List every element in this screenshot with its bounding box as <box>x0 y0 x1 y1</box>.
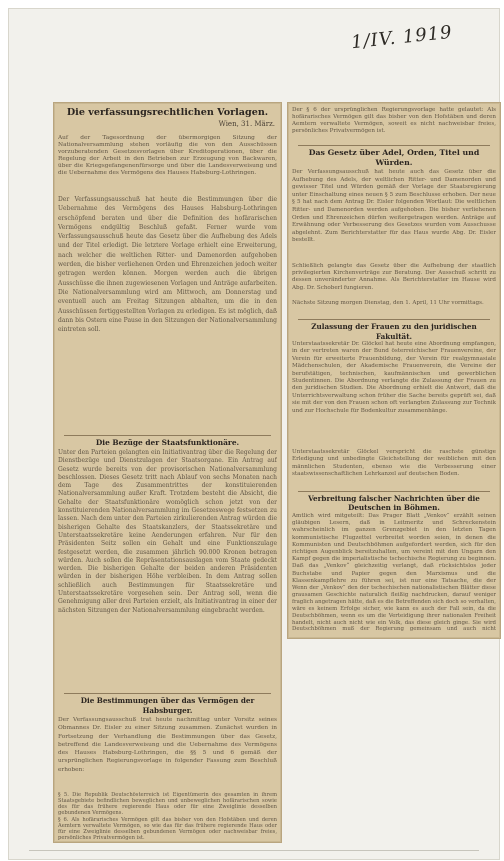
right-intro: Der § 6 der ursprünglichen Regierungsvorlage hatte gelautet: Als hofärarisches Vermögen gilt das bisher von den Hofstäben und deren Aemtern verwaltete Vermögen, soweit es nicht nachweisbar freies, persönliches Privatvermögen ist. <box>292 107 496 134</box>
right-para-6: Amtlich wird mitgeteilt: Das Prager Blatt „Venkov“ erzählt seinen gläubigen Lesern, daß in Leitmeritz und Schreckenstein wahrscheinlich im ganzen Grenzgebiet in den letzten Tagen kommunistische Flugzettel verbreitet worden seien, in denen die Kommunisten und Deutschböhmen aufgefordert werden, sich für den richtigen Augenblick bereitzuhalten, um vereint mit den Ungarn den Kampf gegen die imperialistische tschechische Regierung zu beginnen. Daß das „Venkov“ gleichzeitig verlangt, daß rücksichtslos jeder Buchstabe und Papier gegen den Marxismus und die Klassenkampflehre zu führen sei, ist nur eine Tatsache, die der <box>292 513 496 583</box>
section-heading-nachrichten: Verbreitung falscher Nachrichten über die Deutschen in Böhmen. <box>308 494 480 513</box>
sheet-bottom-rule <box>29 850 479 851</box>
section-heading-frauen: Zulassung der Frauen zu den juridischen Fakultät. <box>311 322 477 341</box>
left-para-3: Unter den Parteien gelangten ein Initiativantrag über die Regelung der Dienstbezüge und Dienstzulagen der Staatsorgane. Ein Antrag auf Gesetz wurde bereits von der provisorischen Nationalversammlung beschlossen. Dieses Gesetz tritt nach Ablauf von sechs Monaten nach dem Tage des Zusammentrittes der konstituierenden Nationalversammlung außer Kraft. Trotzdem besteht die Absicht, die Gehalte der Staatsfunktionäre womöglich schon jetzt von der konstituierenden Nationalversammlung im Gesetzeswege festsetzen zu lassen. Nach dem unter den Parteien zirkulierenden Antrag würden die bisherigen Gehalte des Staatskanzlers, der Staatssekretäre und Unterstaatssekretäre keine Aenderungen erfahren. Nur für den Präsidenten Seitz sollen ein Gehalt und eine Funktionszulage festgesetzt werden, die zusammen jährlich 90.000 Kronen betragen würden. Auch sollen die Repräsentationsauslagen vom Staate gedeckt werden. Die bisherigen Gehalte der beiden anderen Präsidenten würden in der bisherigen Höhe verbleiben. In dem Antrag sollen schließlich auch Bestimmungen für Staatssekretäre und Unterstaatssekretäre vorgesehen sein. Der Antrag soll, wenn die Genehmigung aller drei Parteien erzielt, als Initiativantrag in einer der nächsten Sitzungen der Nationalversammlung eingebracht werden. <box>58 449 277 614</box>
right-para-1: Der Verfassungsausschuß hat heute auch das Gesetz über die Aufhebung des Adels, der weltlichen Ritter- und Damenorden und gewisser Titel und Würden gemäß der Vorlage der Staatsregierung unter Einschaltung eines neuen § 5 zum Beschlusse erhoben. Der neue § 5 hat nach dem Antrag Dr. Eisler folgenden Wortlaut: Die weltlichen Ritter- und Damenorden werden aufgehoben. Die bisher verliehenen Orden und Ehrenzeichen dürfen weitergetragen werden. Anträge auf Erwähnung oder Verbesserung des Gesetzes wurden vom Ausschusse abgelehnt. Zum Berichterstatter für das Haus wurde Abg. Dr. Eisler bestellt. <box>292 169 496 244</box>
right-heading-3-block <box>292 489 496 512</box>
left-para-4: Der Verfassungsausschuß trat heute nachmittag unter Vorsitz seines Obmannes Dr. Eisler zu einer Sitzung zusammen. Zunächst wurden in Fortsetzung der Verhandlung die Bestimmungen über das Gesetz, betreffend die Landesverweisung und die Uebernahme des Vermögens des Hauses Habsburg-Lothringen, die §§ 5 und 6 gemäß der ursprünglichen Regierungsvorlage in folgender Fassung zum Beschluß erhoben: <box>58 717 277 773</box>
left-clipping <box>53 102 282 843</box>
right-heading-2-block <box>292 317 496 341</box>
right-para-7: Wenn der „Venkov“ den der tschechischen nationalistischen Blätter diese grausamen Geschichte naturalich fleißig nachdrucken, darauf weniger fraglich angetragen hätte, daß es die Betreffenden sich doch so verhalten, wäre es keinem Erfolge sicher, wie kann es auch der Fall sein, da die Deutschböhmen, wenn es um die Verteidigung ihrer nationalen Freiheit handelt, nicht auch nicht wie ein Volk, das diese gleich ginge. Sie wird Deutschböhmen muß der Regierung gemeinsam und auch nicht <box>292 585 496 633</box>
left-title-block <box>58 107 277 128</box>
right-para-3: Nächste Sitzung morgen Dienstag, den 1. April, 11 Uhr vormittags. <box>292 300 484 306</box>
right-para-2: Schließlich gelangte das Gesetz über die Aufhebung der staatlich privilegierten Kirchenverträge zur Beratung. Der Ausschuß schritt zu dessen unveränderter Annahme. Als Berichterstatter im Hause wird Abg. Dr. Schoberl fungieren. <box>292 263 496 291</box>
left-heading-3-block <box>58 691 277 715</box>
section-heading-vermoegen: Die Bestimmungen über das Vermögen der Habsburger. <box>80 696 255 715</box>
right-clipping <box>287 102 501 639</box>
left-para-6: § 6. Als hofärarisches Vermögen gilt das bisher von den Hofstäben und deren Aemtern verwaltete Vermögen, so wie das für das frühere regierende Haus oder für eine Zweiglinie desselben gebundenen Vermögen oder nachweisbar freies, persönliches Privatvermögen ist. <box>58 817 277 840</box>
left-heading-2-block <box>58 433 277 448</box>
article-dateline: Wien, 31. März. <box>218 120 275 128</box>
handwritten-date: 1/IV. 1919 <box>350 21 454 54</box>
left-para-2: Der Verfassungsausschuß hat heute die Bestimmungen über die Uebernahme des Vermögens des Hauses Habsburg-Lothringen erschöpfend beraten und über die Definition des hofärarischen Vermögens endgültig Beschluß gefaßt. Ferner wurde vom Verfassungsausschuß heute das Gesetz über die Aufhebung des Adels und der Titel erledigt. Die letztere Vorlage erhielt eine Erweiterung, nach welcher die weltlichen Ritter- und Damenorden aufgehoben werden, die bisher verliehenen Orden und Ehrenzeichen jedoch weiter getragen werden können. Morgen werden auch die übrigen Ausschüsse die ihnen zugewiesenen Vorlagen und Anträge aufarbeiten. Die Nationalversammlung wird am Mittwoch, am Donnerstag und eventuell auch am Freitag Sitzungen abhalten, um die in den Ausschüssen fertiggestellten Vorlagen zu erledigen. Es ist möglich, daß dann bis Ostern eine Pause in den Sitzungen der Nationalversammlung eintreten soll. <box>58 196 277 334</box>
right-para-5: Unterstaatssekretär Glöckel verspricht die raschste günstige Erledigung und unbedingte Gleichstellung der weiblichen mit den männlichen Studenten, ebenso wie die Verbesserung einer staatswissenschaftlichen Lehrkanzel auf deutschen Boden. <box>292 449 496 478</box>
left-para-1: Auf der Tagesordnung der übermorgigen Sitzung der Nationalversammlung stehen vorläufig die von den Ausschüssen vorzuberatenden Gesetzesvorlagen über Kreditoperationen, über die Regelung der Arbeit in den Betrieben zur Erzeugung von Backwaren, über die Kriegsgefangenenfürsorge und über die Landesverweisung und die Uebernahme des Vermögens des Hauses Habsburg-Lothringen. <box>58 135 277 177</box>
left-para-5: § 5. Die Republik Deutschösterreich ist Eigentümerin des gesamten in ihrem Staatsgebiete befindlichen beweglichen und unbeweglichen hofärarischen sowie des für das frühere regierende Haus oder für eine Zweiglinie desselben gebundenen Vermögens. <box>58 792 277 816</box>
archive-sheet <box>8 8 500 860</box>
section-heading-bezuege: Die Bezüge der Staatsfunktionäre. <box>95 438 240 447</box>
section-heading-adel: Das Gesetz über Adel, Orden, Titel und Würden. <box>308 148 480 167</box>
article-title: Die verfassungsrechtlichen Vorlagen. <box>66 107 269 118</box>
right-para-4: Unterstaatssekretär Dr. Glöckel hat heute eine Abordnung empfangen, in der vertreten waren der Bund österreichischer Frauenvereine, der Verein für erweiterte Frauenbildung, der Verein für realgymnasiale Mädchenschulen, der Akademische Frauenverein, die Vereine der berufstätigen, technischen, kaufmännischen und gewerblichen Studentinnen. Die Abordnung verlangte die Zulassung der Frauen zu den juridischen Studien. Die Abordnung erhielt die Antwort, daß die Unterrichtsverwaltung schon früher die Sache bereits geprüft sei, daß sie mit der von den Frauen schon oft verlangten Zulassung zur Technik und zur Hochschule für Bodenkultur zusammenhänge. <box>292 341 496 414</box>
right-heading-1-block <box>292 143 496 168</box>
